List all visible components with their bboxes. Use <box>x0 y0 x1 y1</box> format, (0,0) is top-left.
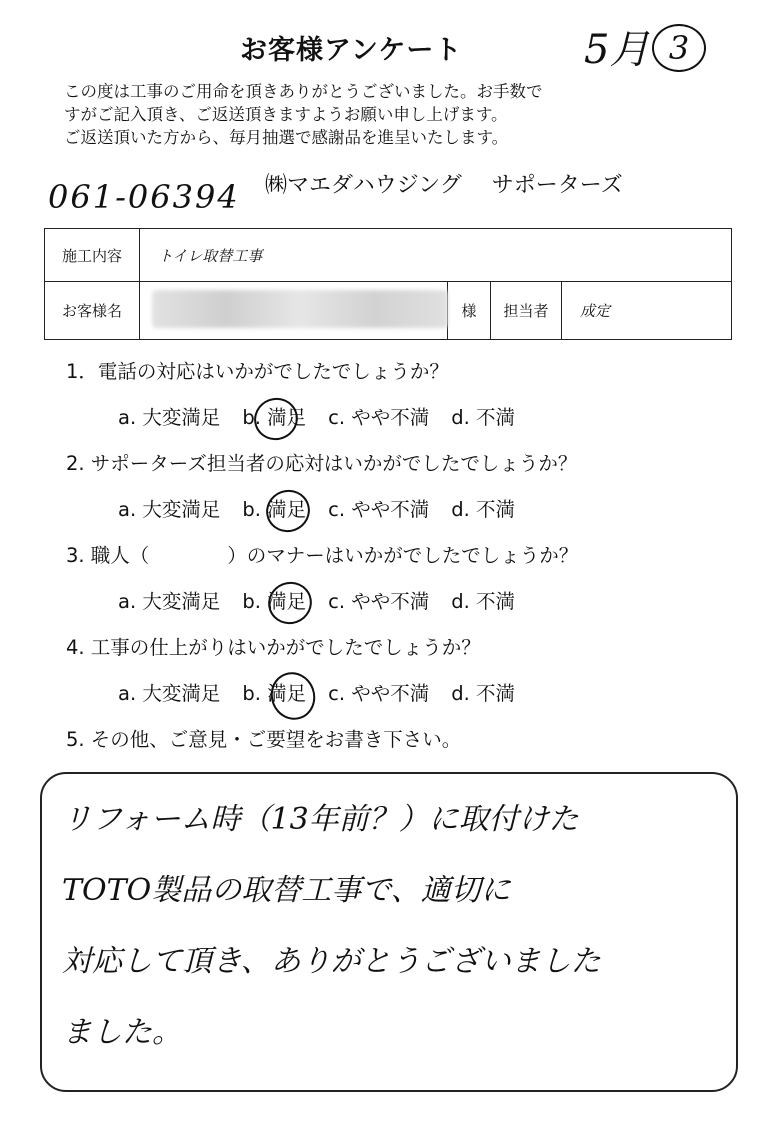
intro-line: この度は工事のご用命を頂きありがとうございました。お手数で <box>64 82 543 101</box>
option-c: c. やや不満 <box>328 682 430 705</box>
customer-number: 061-06394 <box>48 178 240 216</box>
question-3-options <box>66 580 756 626</box>
comment-line: 対応して頂き、ありがとうございました <box>62 944 601 979</box>
option-c: c. やや不満 <box>328 498 430 521</box>
comment-text <box>62 784 712 1068</box>
option-a: a. 大変満足 <box>118 590 221 613</box>
option-d: d. 不満 <box>451 406 516 429</box>
info-table <box>44 228 732 340</box>
question-2: 2. サポーターズ担当者の応対はいかがでしたでしょうか？ <box>66 452 578 475</box>
question-3: 3. 職人（ ）のマナーはいかがでしたでしょうか？ <box>66 544 579 567</box>
date-handwritten <box>578 14 728 72</box>
redacted-name <box>152 290 448 328</box>
intro-line: すがご記入頂き、ご返送頂きますようお願い申し上げます。 <box>64 105 508 124</box>
option-a: a. 大変満足 <box>118 406 221 429</box>
staff-label: 担当者 <box>491 282 562 340</box>
option-c: c. やや不満 <box>328 406 430 429</box>
option-d: d. 不満 <box>451 682 516 705</box>
selection-circle <box>262 576 318 631</box>
comment-line: ました。 <box>62 1015 182 1050</box>
page-title: お客様アンケート <box>240 35 463 66</box>
option-b: b. 満足 <box>242 682 307 705</box>
staff-value: 成定 <box>562 282 732 340</box>
selection-circle <box>264 666 322 726</box>
question-1: 1．電話の対応はいかがでしたでしょうか？ <box>66 360 449 383</box>
honorific-sama: 様 <box>448 282 491 340</box>
option-b: b. 満足 <box>242 498 307 521</box>
comment-line: リフォーム時（13年前？）に取付けた <box>62 802 579 837</box>
intro-line: ご返送頂いた方から、毎月抽選で感謝品を進呈いたします。 <box>64 128 509 147</box>
work-value: トイレ取替工事 <box>140 229 732 282</box>
company-name: ㈱マエダハウジング <box>265 173 462 198</box>
question-2-options <box>66 488 756 534</box>
option-d: d. 不満 <box>451 590 516 613</box>
company-header <box>265 168 725 199</box>
option-a: a. 大変満足 <box>118 498 221 521</box>
option-b: b. 満足 <box>242 590 307 613</box>
question-5: 5. その他、ご意見・ご要望をお書き下さい。 <box>66 728 462 751</box>
date-day-circled: 3 <box>652 24 706 72</box>
question-4-options <box>66 672 756 718</box>
date-month: 5月 <box>584 27 650 73</box>
question-1-options <box>66 396 756 442</box>
questions <box>66 350 756 764</box>
comment-line: TOTO製品の取替工事で、適切に <box>62 873 511 908</box>
intro-text <box>64 80 744 149</box>
option-b: b. 満足 <box>242 406 307 429</box>
option-a: a. 大変満足 <box>118 682 221 705</box>
customer-name-field <box>140 282 448 340</box>
option-d: d. 不満 <box>451 498 516 521</box>
customer-label: お客様名 <box>45 282 140 340</box>
selection-circle <box>260 484 316 539</box>
work-label: 施工内容 <box>45 229 140 282</box>
selection-circle <box>248 392 304 447</box>
option-c: c. やや不満 <box>328 590 430 613</box>
company-dept: サポーターズ <box>491 173 623 198</box>
question-4: 4. 工事の仕上がりはいかがでしたでしょうか？ <box>66 636 481 659</box>
